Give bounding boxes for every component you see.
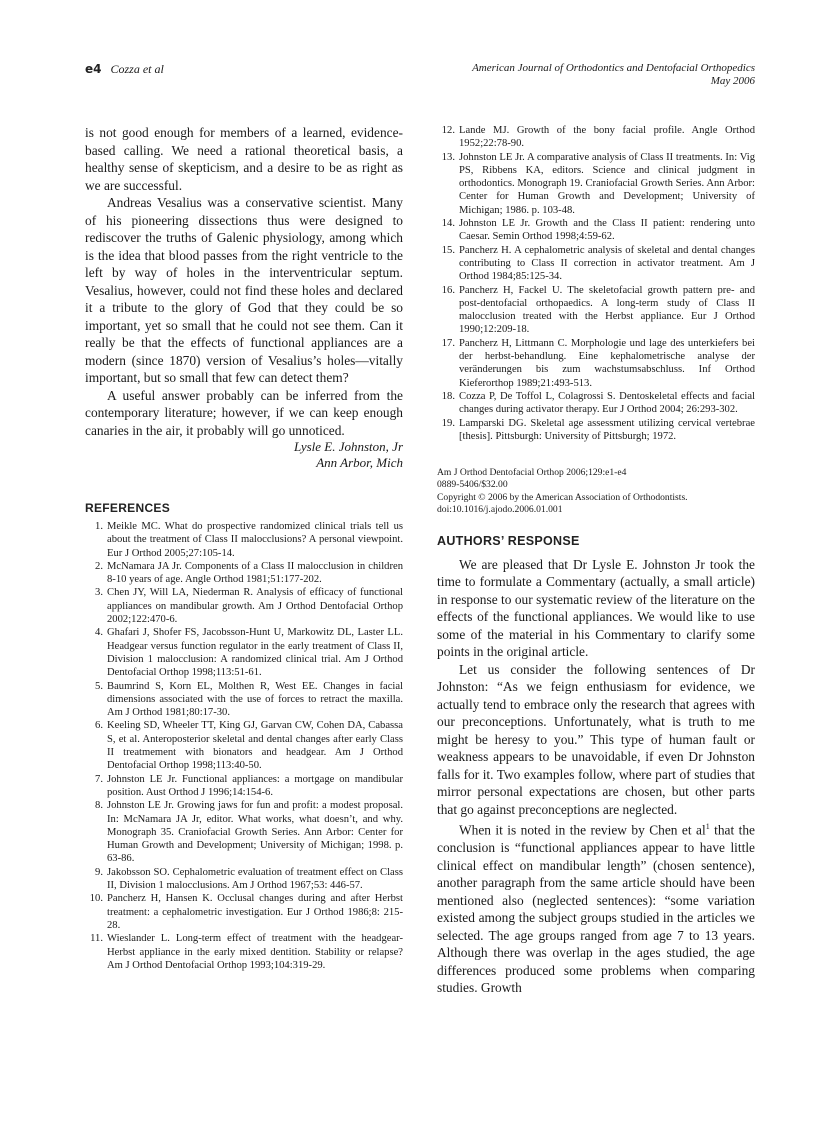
citation-line: Am J Orthod Dentofacial Orthop 2006;129:e1-e4 xyxy=(437,467,627,479)
response-paragraph: We are pleased that Dr Lysle E. Johnston Jr took the time to formulate a Commentary (actually, a small article) in response to our systematic review of the literature on the effects of the functional appliances. We would like to use some of the material in his Commentary to clarify some points in the original article. xyxy=(437,556,755,660)
reference-item: 7. Johnston LE Jr. Functional appliances: a mortgage on mandibular position. Aust Orthod J 1996;14:154-6. xyxy=(95,773,403,798)
page-number: e4 xyxy=(85,62,102,76)
reference-item: 16. Pancherz H, Fackel U. The skeletofacial growth pattern pre- and post-dentofacial orthopaedics. A long-term study of Class II malocclusion treated with the Herbst appliance. Eur J Orthod 1990;12:209-18. xyxy=(441,284,755,336)
reference-item: 19. Lamparski DG. Skeletal age assessment utilizing cervical vertebrae [thesis]. Pittsburgh: University of Pittsburgh; 1972. xyxy=(441,417,755,442)
right-column xyxy=(437,124,755,997)
reference-item: 6. Keeling SD, Wheeler TT, King GJ, Garvan CW, Cohen DA, Cabassa S, et al. Anteroposterior skeletal and dental changes after early Class II treatmement with bionators and headgear. Am J Orthod Dentofacial Orthop 1998;113:40-50. xyxy=(95,720,403,772)
reference-item: 12. Lande MJ. Growth of the bony facial profile. Angle Orthod 1952;22:78-90. xyxy=(441,125,755,150)
signature-location: Ann Arbor, Mich xyxy=(316,455,403,470)
authors-response-heading: AUTHORS’ RESPONSE xyxy=(437,533,580,548)
citation-superscript[interactable]: 1 xyxy=(705,822,710,832)
response-paragraph: When it is noted in the review by Chen et $al^1$ that the conclusion is “functional appliances appear to have little clinical effect on mandibular length” (chosen sentence), another paragraph from the same article should have been mentioned also (neglected sentences): “some variation existed among the subject groups studied in the articles we selected. The age groups ranged from age 7 to 13 years. Although there was overlap in the ages studied, the age differences produced some problems when comparing studies. Growth xyxy=(437,822,756,996)
references-list-right xyxy=(437,124,755,443)
reference-item: 3. Chen JY, Will LA, Niederman R. Analysis of efficacy of functional appliances on mandibular growth. Am J Orthod Dentofacial Orthop 2002;122:470-6. xyxy=(95,587,403,626)
response-paragraph: Let us consider the following sentences of Dr Johnston: “As we feign enthusiasm for evidence, we actually tend to embrace only the research that agrees with our preconceptions. Unfortunately, what is truth to me might be heresy to you.” This type of human fault or weakness appears to be unavoidable, if even Dr Johnston falls for it. Two examples follow, where part of studies that mirror personal expectations are chosen, but other parts that go against preconceptions are neglected. xyxy=(437,661,755,817)
reference-item: 8. Johnston LE Jr. Growing jaws for fun and profit: a modest proposal. In: McNamara JA Jr, editor. What works, what doesn’t, and why. Monograph 35. Craniofacial Growth Series. Ann Arbor: Center for Human Growth and Development; University of Michigan; 1998. p. 63-86. xyxy=(95,800,403,865)
journal-title: American Journal of Orthodontics and Dentofacial Orthopedics xyxy=(472,62,755,74)
references-heading: REFERENCES xyxy=(85,501,171,515)
commentary-paragraph: is not good enough for members of a learned, evidence-based calling. We need a rational theoretical basis, a healthy sense of skepticism, and a desire to be as right as we are successful. xyxy=(85,125,403,193)
copyright-line: Copyright © 2006 by the American Association of Orthodontists. xyxy=(437,491,688,503)
left-column xyxy=(85,124,403,972)
commentary-paragraph: A useful answer probably can be inferred from the contemporary literature; however, if we can keep enough canaries in the air, it probably will go unnoticed. xyxy=(85,387,403,438)
header-right xyxy=(472,62,755,88)
header-left xyxy=(85,62,164,77)
reference-item: 13. Johnston LE Jr. A comparative analysis of Class II treatments. In: Vig PS, Ribbens KA, editors. Science and clinical judgment in orthodontics. Monograph 19. Craniofacial Growth Series. Ann Arbor: Center for Human Growth and Development; University of Michigan; 1986. p. 103-48. xyxy=(441,151,755,216)
price-line: 0889-5406/$32.00 xyxy=(437,479,508,491)
page-header xyxy=(85,62,755,94)
reference-item: 2. McNamara JA Jr. Components of a Class II malocclusion in children 8-10 years of age. Angle Orthod 1981;51:177-202. xyxy=(95,560,403,586)
reference-item: 17. Pancherz H, Littmann C. Morphologie und lage des unterkiefers bei der herbst-behandlung. Eine kephalometrische analyse der veränderungen bis zum wachstumsabschluss. Inf Orthod Kieferorthop 1989;21:493-513. xyxy=(441,337,755,389)
references-list-left xyxy=(85,520,403,972)
commentary-paragraph: Andreas Vesalius was a conservative scientist. Many of his pioneering dissections thus were designed to rediscover the truths of Galenic physiology, among which is the idea that blood passes from the right ventricle to the left by way of holes in the interventricular septum. Vesalius, however, could not find these holes and declared it a tribute to the glory of God that they could be so important, yet so small that he could not see them. Can it really be that the effects of functional appliances are a modern (since 1870) version of Vesalius’s holes—vitally important, but so small that few can detect them? xyxy=(85,195,403,385)
reference-item: 9. Jakobsson SO. Cephalometric evaluation of treatment effect on Class II, Division 1 malocclusions. Am J Orthod 1967;53: 446-57. xyxy=(95,866,403,892)
reference-item: 5. Baumrind S, Korn EL, Molthen R, West EE. Changes in facial dimensions associated with the use of forces to retract the maxilla. Am J Orthod 1981;80:17-30. xyxy=(95,680,403,719)
reference-item: 1. Meikle MC. What do prospective randomized clinical trials tell us about the treatment of Class II malocclusions? A personal viewpoint. Eur J Orthod 2005;27:105-14. xyxy=(95,521,403,559)
reference-item: 14. Johnston LE Jr. Growth and the Class II patient: rendering unto Caesar. Semin Orthod 1998;4:59-62. xyxy=(441,218,755,243)
reference-item: 4. Ghafari J, Shofer FS, Jacobsson-Hunt U, Markowitz DL, Laster LL. Headgear versus function regulator in the early treatment of Class II, Division 1 malocclusion: A randomized clinical trial. Am J Orthod Dentofacial Orthop 1998;113:51-61. xyxy=(95,627,403,679)
issue-date: May 2006 xyxy=(710,75,755,87)
signature-name: Lysle E. Johnston, Jr xyxy=(293,439,403,454)
reference-item: 11. Wieslander L. Long-term effect of treatment with the headgear-Herbst appliance in the early mixed dentition. Stability or relapse? Am J Orthod Dentofacial Orthop 1993;104:319-29. xyxy=(90,933,403,971)
reference-item: 18. Cozza P, De Toffol L, Colagrossi S. Dentoskeletal effects and facial changes during activator therapy. Eur J Orthod 2004; 26:293-302. xyxy=(441,390,755,416)
doi-link[interactable]: doi:10.1016/j.ajodo.2006.01.001 xyxy=(437,503,563,515)
reference-item: 15. Pancherz H. A cephalometric analysis of skeletal and dental changes contributing to Class II correction in activator treatment. Am J Orthod 1984;85:125-34. xyxy=(441,244,755,283)
article-meta xyxy=(437,467,755,516)
reference-item: 10. Pancherz H, Hansen K. Occlusal changes during and after Herbst treatment: a cephalometric investigation. Eur J Orthod 1986;8: 215-28. xyxy=(89,893,403,931)
running-author: Cozza et al xyxy=(110,62,164,76)
